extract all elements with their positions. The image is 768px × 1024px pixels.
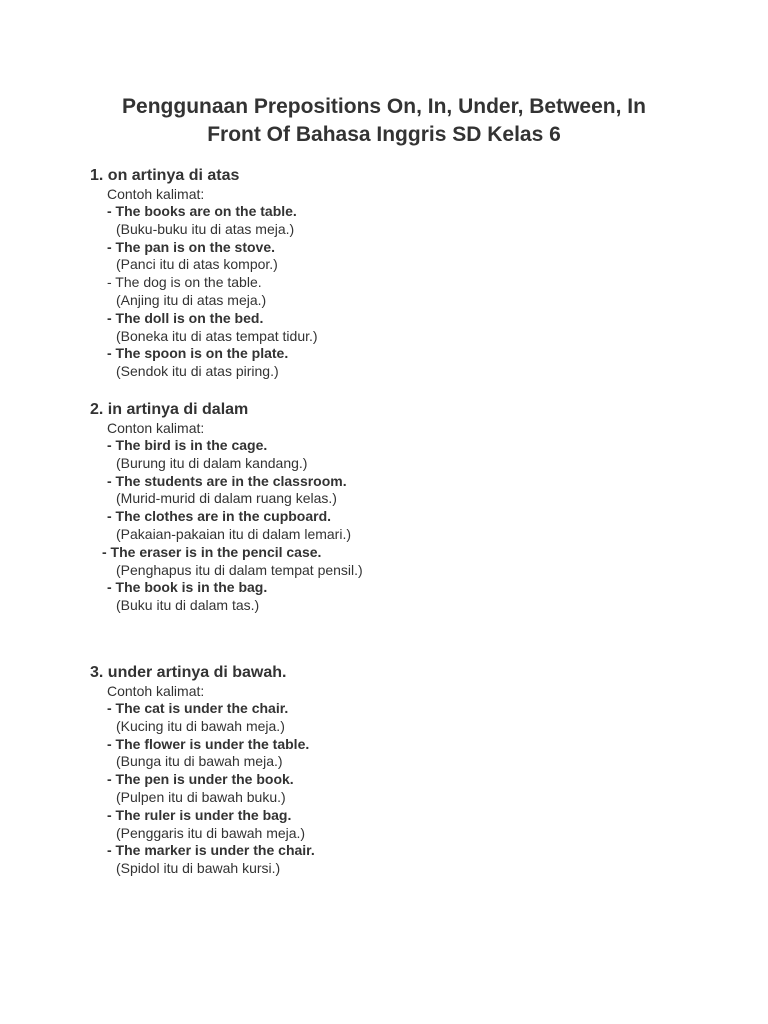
example-english: - The clothes are in the cupboard.: [107, 508, 332, 525]
section-in: [90, 400, 710, 615]
example-translation: (Anjing itu di atas meja.): [116, 291, 267, 308]
example-english: - The book is in the bag.: [107, 579, 268, 596]
example-english: - The pan is on the stove.: [107, 238, 276, 255]
example-english: - The spoon is on the plate.: [107, 345, 289, 362]
section-under: [90, 663, 710, 878]
example-english: - The books are on the table.: [107, 203, 297, 219]
example-translation: (Kucing itu di bawah meja.): [116, 717, 285, 734]
example-english: - The doll is on the bed.: [107, 309, 264, 326]
example-translation: (Pakaian-pakaian itu di dalam lemari.): [116, 525, 351, 542]
example-translation: (Bunga itu di bawah meja.): [116, 753, 283, 770]
example-english: - The ruler is under the bag.: [107, 806, 292, 823]
example-english: - The marker is under the chair.: [107, 842, 315, 859]
section-heading: 1. on artinya di atas: [90, 167, 240, 184]
example-translation: (Penggaris itu di bawah meja.): [116, 824, 306, 841]
example-translation: (Panci itu di atas kompor.): [116, 256, 278, 273]
example-translation: (Murid-murid di dalam ruang kelas.): [116, 490, 337, 507]
example-translation: (Buku-buku itu di atas meja.): [116, 220, 295, 237]
example-intro: Conton kalimat:: [107, 420, 205, 436]
example-translation: (Pulpen itu di bawah buku.): [116, 788, 286, 805]
example-translation: (Boneka itu di atas tempat tidur.): [116, 327, 318, 344]
example-english: - The cat is under the chair.: [107, 700, 289, 716]
example-english: - The dog is on the table.: [107, 274, 262, 291]
example-translation: (Burung itu di dalam kandang.): [116, 454, 308, 471]
example-english: - The flower is under the table.: [107, 735, 310, 752]
section-on: [90, 166, 710, 381]
example-translation: (Spidol itu di bawah kursi.): [116, 860, 281, 877]
example-intro: Contoh kalimat:: [107, 186, 205, 202]
example-intro: Contoh kalimat:: [107, 683, 205, 699]
example-translation: (Buku itu di dalam tas.): [116, 597, 260, 614]
document-title-line-2: Front Of Bahasa Inggris SD Kelas 6: [207, 123, 561, 146]
example-translation: (Sendok itu di atas piring.): [116, 363, 279, 380]
example-english: - The bird is in the cage.: [107, 437, 268, 453]
example-translation: (Penghapus itu di dalam tempat pensil.): [116, 561, 363, 578]
section-heading: 3. under artinya di bawah.: [90, 664, 287, 681]
example-english: - The eraser is in the pencil case.: [102, 543, 322, 560]
example-english: - The pen is under the book.: [107, 771, 294, 788]
example-english: - The students are in the classroom.: [107, 472, 347, 489]
document-title-line-1: Penggunaan Prepositions On, In, Under, Between, In: [122, 95, 646, 118]
section-heading: 2. in artinya di dalam: [90, 401, 249, 418]
